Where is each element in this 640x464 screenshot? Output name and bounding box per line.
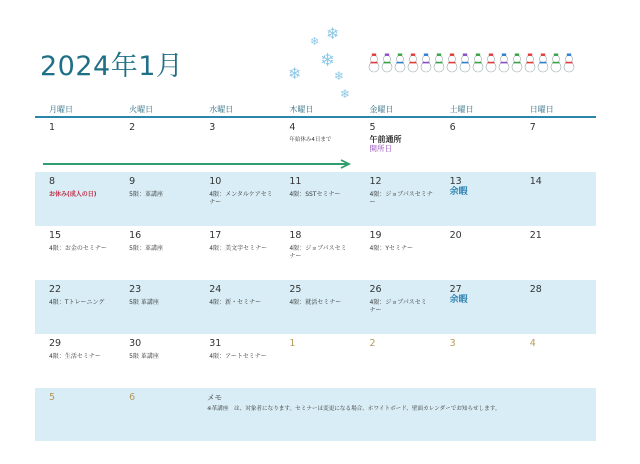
day-cell[interactable] (195, 172, 275, 226)
snowflake-icon: ❄ (288, 64, 302, 83)
weekday-sun: 日曜日 (529, 105, 554, 114)
day-number: 9 (129, 176, 136, 187)
day-note: 4限：新・セミナー (209, 299, 262, 306)
day-number: 1 (289, 338, 296, 349)
day-note: 4限：アートセミナー (209, 353, 267, 360)
day-note: 5限 革講座 (129, 353, 159, 360)
memo-label: メモ (207, 393, 222, 402)
day-note: 余暇 (449, 295, 468, 305)
day-note: 4限：美文字セミナー (209, 245, 268, 252)
weekday-mon: 月曜日 (49, 105, 73, 114)
day-cell[interactable] (275, 334, 355, 388)
weekday-header (35, 104, 596, 118)
memo-text: ※革講座 は、対象者になります。セミナーは変更になる場合、ホワイトボード、壁面カレンダーでお知らせします。 (207, 406, 501, 412)
day-number: 29 (49, 338, 62, 349)
day-cell[interactable] (195, 280, 275, 334)
day-cell[interactable] (35, 334, 115, 388)
holiday-arrow (43, 159, 355, 169)
day-number: 25 (289, 284, 302, 295)
day-cell[interactable] (436, 118, 516, 172)
day-number: 21 (529, 230, 542, 241)
day-number: 10 (209, 176, 222, 187)
day-number: 22 (49, 284, 62, 295)
day-number: 12 (369, 176, 382, 187)
day-number: 4 (529, 338, 536, 349)
day-number: 30 (129, 338, 142, 349)
weekday-thu: 木曜日 (289, 105, 314, 114)
day-cell[interactable] (115, 172, 195, 226)
snowman-icon (421, 54, 431, 73)
day-number: 20 (449, 230, 462, 241)
day-cell[interactable] (35, 280, 115, 334)
snowman-icon (486, 54, 496, 73)
calendar-grid (35, 104, 596, 442)
day-number: 19 (369, 230, 382, 241)
day-cell[interactable] (115, 226, 195, 280)
snowman-icon (369, 54, 379, 73)
snowman-icon (473, 54, 483, 73)
day-number: 4 (289, 122, 296, 133)
snowman-icon (395, 54, 405, 73)
day-cell[interactable] (275, 226, 355, 280)
day-note: 5限：革講座 (129, 191, 163, 198)
snowman-icon (525, 54, 535, 73)
week-row-1 (35, 118, 596, 172)
day-number: 8 (49, 176, 56, 187)
day-note: 4限：ジョブパスセミナー (369, 191, 433, 206)
day-note-secondary: ナー (289, 253, 302, 260)
day-cell[interactable] (436, 226, 516, 280)
day-note: お休み(成人の日) (49, 191, 97, 198)
weekday-tue: 火曜日 (129, 105, 154, 114)
snowflake-decoration (284, 24, 368, 108)
day-cell[interactable] (275, 280, 355, 334)
day-note: 4限：お金のセミナー (49, 245, 107, 252)
day-cell[interactable] (516, 172, 596, 226)
day-number: 27 (449, 284, 462, 295)
day-cell[interactable] (35, 226, 115, 280)
day-number: 13 (449, 176, 462, 187)
snowman-icon (551, 54, 561, 73)
day-note: 4限：ジョブパスセミ (369, 299, 427, 306)
snowmen-decoration (368, 52, 580, 74)
day-note: 午前通所 (369, 135, 402, 144)
day-cell[interactable] (436, 280, 516, 334)
day-note: 余暇 (449, 187, 468, 197)
day-note-secondary: 開所日 (369, 144, 392, 153)
day-note: 4限：ジョブパスセミ (289, 245, 347, 252)
snowflake-icon: ❄ (334, 69, 345, 83)
day-number: 2 (129, 122, 136, 133)
day-cell[interactable] (275, 172, 355, 226)
day-cell[interactable] (436, 172, 516, 226)
snowman-icon (538, 54, 548, 73)
day-number: 17 (209, 230, 222, 241)
day-note: 4限：Tトレーニング (49, 299, 105, 306)
day-cell[interactable] (115, 388, 195, 441)
day-number: 18 (289, 230, 302, 241)
page-title: 2024年1月 (40, 51, 184, 82)
day-note: 4限：Yセミナー (369, 245, 413, 252)
day-number: 31 (209, 338, 222, 349)
day-note: 4限：就活セミナー (289, 299, 342, 306)
day-note: 5限：革講座 (129, 245, 163, 252)
day-number: 1 (49, 122, 56, 133)
snowman-icon (499, 54, 509, 73)
day-number: 26 (369, 284, 382, 295)
day-cell[interactable] (35, 388, 115, 441)
day-number: 16 (129, 230, 142, 241)
day-number: 3 (209, 122, 216, 133)
day-cell[interactable] (35, 172, 115, 226)
day-number: 14 (529, 176, 542, 187)
day-note: 年始休み4日まで (289, 137, 332, 143)
day-cell[interactable] (115, 334, 195, 388)
day-cell[interactable] (115, 280, 195, 334)
day-cell[interactable] (516, 280, 596, 334)
snowman-icon (564, 54, 574, 73)
week-row-4 (35, 280, 596, 334)
snowflake-icon: ❄ (310, 35, 320, 48)
day-note: 4限：SSTセミナー (289, 191, 341, 198)
snowman-icon (447, 54, 457, 73)
day-note: 4限：生活セミナー (49, 353, 101, 360)
snowflake-icon: ❄ (320, 50, 336, 71)
day-cell[interactable] (356, 118, 436, 172)
day-cell[interactable] (356, 172, 436, 226)
day-cell[interactable] (195, 226, 275, 280)
day-number: 5 (369, 122, 376, 133)
day-cell[interactable] (356, 280, 436, 334)
day-cell[interactable] (356, 334, 436, 388)
snowman-icon (434, 54, 444, 73)
memo-row (35, 388, 596, 441)
day-number: 3 (449, 338, 456, 349)
day-number: 24 (209, 284, 222, 295)
day-note-secondary: ナー (369, 307, 382, 314)
day-number: 23 (129, 284, 142, 295)
day-note: 4限：メンタルケアセミナー (209, 191, 273, 206)
day-cell[interactable] (516, 334, 596, 388)
day-cell[interactable] (436, 334, 516, 388)
week-row-3 (35, 226, 596, 280)
day-number: 28 (529, 284, 542, 295)
day-cell[interactable] (356, 226, 436, 280)
snowflake-icon: ❄ (326, 24, 340, 43)
day-cell[interactable] (516, 118, 596, 172)
day-note: 5限 革講座 (129, 299, 159, 306)
weekday-fri: 金曜日 (369, 105, 394, 114)
day-cell[interactable] (516, 226, 596, 280)
day-number: 11 (289, 176, 302, 187)
week-row-2 (35, 172, 596, 226)
day-number: 7 (529, 122, 536, 133)
snowman-icon (460, 54, 470, 73)
snowman-icon (408, 54, 418, 73)
week-row-5 (35, 334, 596, 388)
day-number: 6 (129, 392, 136, 403)
day-number: 6 (449, 122, 456, 133)
day-number: 2 (369, 338, 376, 349)
snowman-icon (382, 54, 392, 73)
weekday-wed: 水曜日 (209, 105, 234, 114)
day-cell[interactable] (195, 334, 275, 388)
day-number: 5 (49, 392, 56, 403)
snowflake-icon: ❄ (340, 87, 351, 101)
day-number: 15 (49, 230, 62, 241)
weekday-sat: 土曜日 (449, 105, 474, 114)
snowman-icon (512, 54, 522, 73)
